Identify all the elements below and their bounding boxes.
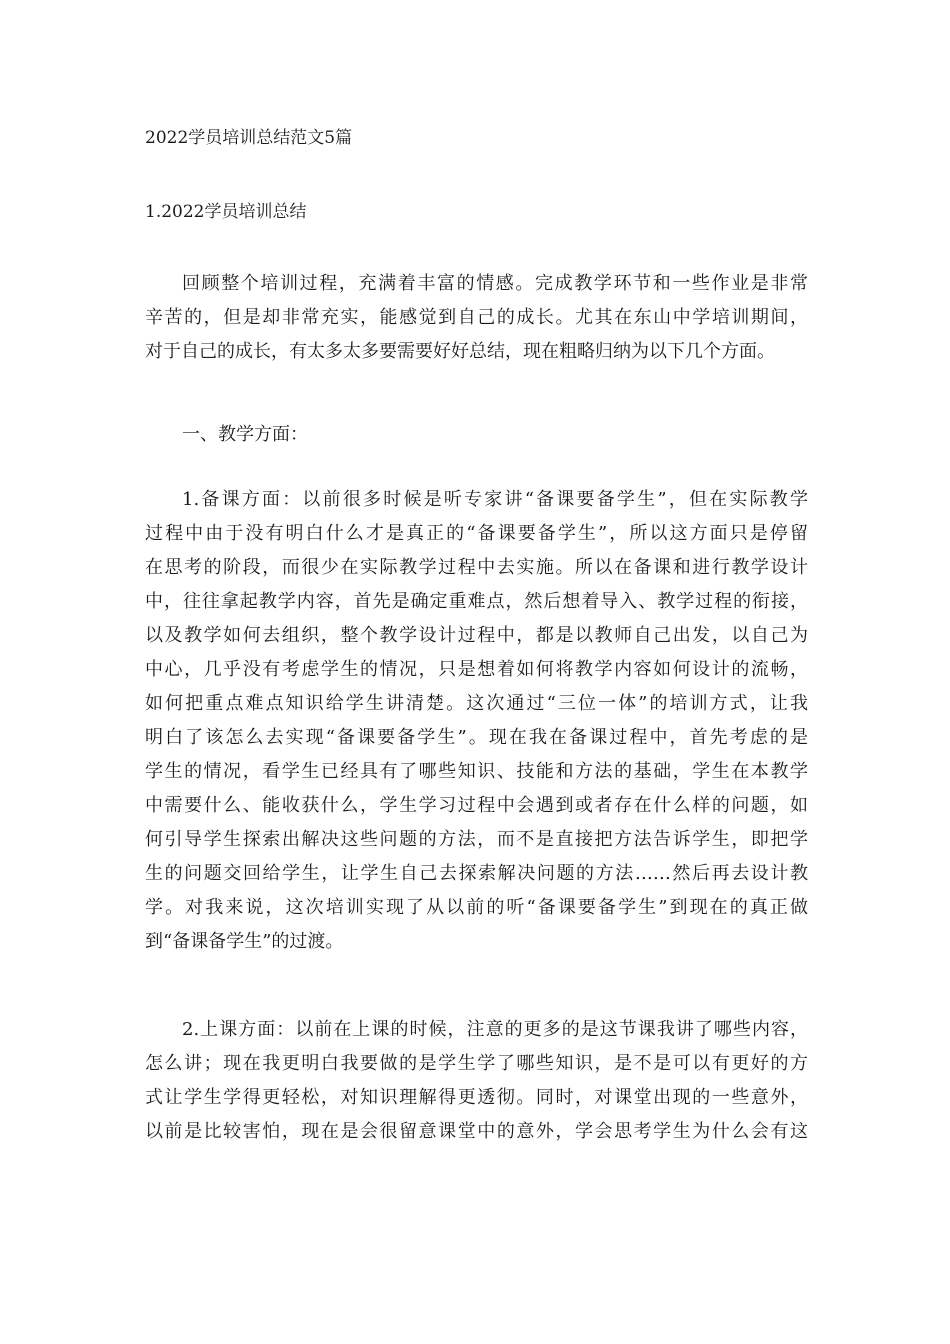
paragraph-line: 以前是比较害怕，现在是会很留意课堂中的意外，学会思考学生为什么会有这 bbox=[145, 1121, 808, 1142]
paragraph-line: 过程中由于没有明白什么才是真正的“备课要备学生”，所以这方面只是停留 bbox=[145, 523, 808, 544]
paragraph-line: 中需要什么、能收获什么，学生学习过程中会遇到或者存在什么样的问题，如 bbox=[145, 795, 808, 816]
paragraph-line: 2.上课方面：以前在上课的时候，注意的更多的是这节课我讲了哪些内容， bbox=[182, 1019, 808, 1040]
paragraph-line: 生的问题交回给学生，让学生自己去探索解决问题的方法……然后再去设计教 bbox=[145, 863, 808, 884]
paragraph-line: 1.备课方面：以前很多时候是听专家讲“备课要备学生”，但在实际教学 bbox=[182, 489, 808, 510]
paragraph-line: 怎么讲；现在我更明白我要做的是学生学了哪些知识，是不是可以有更好的方 bbox=[145, 1053, 808, 1074]
paragraph-line: 中，往往拿起教学内容，首先是确定重难点，然后想着导入、教学过程的衔接， bbox=[145, 591, 808, 612]
paragraph-line: 一、教学方面： bbox=[182, 424, 308, 445]
paragraph-line: 以及教学如何去组织，整个教学设计过程中，都是以教师自己出发，以自己为 bbox=[145, 625, 808, 646]
paragraph-line: 到“备课备学生”的过渡。 bbox=[145, 931, 344, 952]
paragraph-line: 式让学生学得更轻松，对知识理解得更透彻。同时，对课堂出现的一些意外， bbox=[145, 1087, 808, 1108]
paragraph-line: 在思考的阶段，而很少在实际教学过程中去实施。所以在备课和进行教学设计 bbox=[145, 557, 808, 578]
paragraph-line: 明白了该怎么去实现“备课要备学生”。现在我在备课过程中，首先考虑的是 bbox=[145, 727, 808, 748]
paragraph-line: 如何把重点难点知识给学生讲清楚。这次通过“三位一体”的培训方式，让我 bbox=[145, 693, 808, 714]
paragraph-line: 中心，几乎没有考虑学生的情况，只是想着如何将教学内容如何设计的流畅， bbox=[145, 659, 808, 680]
paragraph-line: 对于自己的成长，有太多太多要需要好好总结，现在粗略归纳为以下几个方面。 bbox=[145, 341, 775, 362]
section-heading: 1.2022学员培训总结 bbox=[145, 202, 307, 222]
paragraph-line: 何引导学生探索出解决这些问题的方法，而不是直接把方法告诉学生，即把学 bbox=[145, 829, 808, 850]
paragraph-line: 回顾整个培训过程，充满着丰富的情感。完成教学环节和一些作业是非常 bbox=[182, 273, 808, 294]
paragraph-heading-teaching bbox=[145, 418, 808, 452]
paragraph-line: 学。对我来说，这次培训实现了从以前的听“备课要备学生”到现在的真正做 bbox=[145, 897, 808, 918]
paragraph-line: 辛苦的，但是却非常充实，能感觉到自己的成长。尤其在东山中学培训期间， bbox=[145, 307, 808, 328]
paragraph-intro bbox=[145, 267, 808, 369]
paragraph-class-teaching bbox=[145, 1013, 808, 1149]
paragraph-line: 学生的情况，看学生已经具有了哪些知识、技能和方法的基础，学生在本教学 bbox=[145, 761, 808, 782]
document-title: 2022学员培训总结范文5篇 bbox=[145, 128, 353, 148]
paragraph-lesson-prep bbox=[145, 483, 808, 959]
